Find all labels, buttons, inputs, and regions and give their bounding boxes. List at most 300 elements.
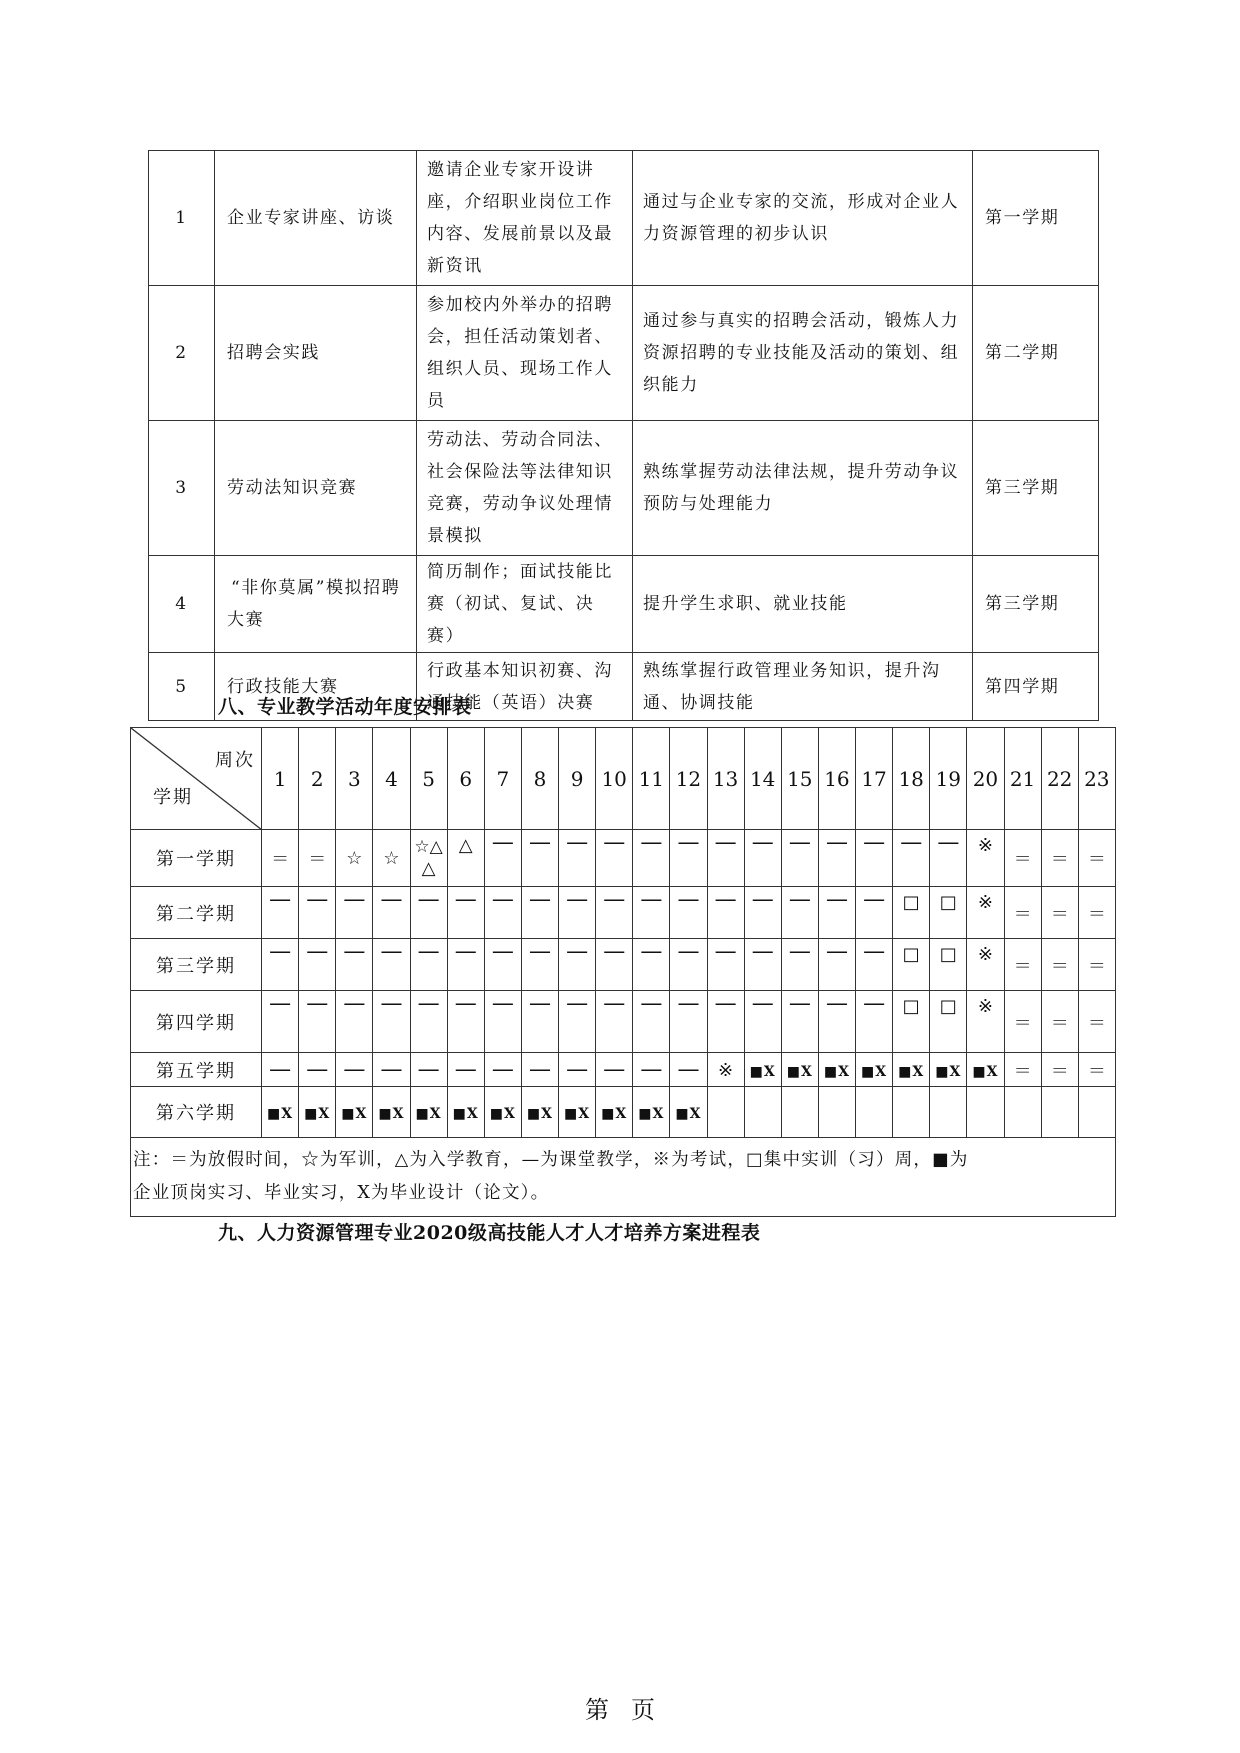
activity-term: 第四学期 [973, 653, 1099, 721]
activity-no: 4 [149, 556, 215, 653]
schedule-mark: — [269, 1056, 292, 1082]
schedule-mark: — [528, 887, 551, 912]
schedule-mark: ＝ [1013, 1060, 1032, 1082]
schedule-mark: ＝ [1013, 903, 1032, 925]
schedule-cell [262, 887, 299, 939]
cell-line: 大赛 [227, 610, 265, 630]
activities-table [148, 150, 1099, 721]
week-number: 18 [893, 728, 930, 830]
schedule-cell [1004, 991, 1041, 1053]
cell-line: 通过参与真实的招聘会活动，锻炼人力 [643, 311, 960, 331]
cell-line: 通、协调技能 [643, 692, 755, 713]
schedule-mark: ＝ [1050, 1060, 1069, 1082]
schedule-cell [596, 830, 633, 887]
schedule-mark: — [380, 1056, 403, 1082]
cell-line: 通过与企业专家的交流，形成对企业人 [643, 192, 960, 212]
schedule-mark: ■X [861, 1063, 888, 1080]
schedule-cell [1041, 887, 1078, 939]
schedule-cell [336, 939, 373, 991]
cell-line: 新资讯 [427, 256, 483, 276]
schedule-cell [596, 991, 633, 1053]
schedule-cell [670, 939, 707, 991]
schedule-cell [707, 1053, 744, 1087]
schedule-mark: — [306, 887, 329, 912]
schedule-cell [484, 939, 521, 991]
schedule-cell [1004, 939, 1041, 991]
schedule-cell [373, 1053, 410, 1087]
schedule-mark: ＝ [1050, 955, 1069, 977]
cell-line: 会，担任活动策划者、 [427, 327, 613, 347]
cell-line: 参加校内外举办的招聘 [427, 295, 613, 315]
cell-line: 提升学生求职、就业技能 [643, 594, 848, 614]
schedule-mark: — [640, 1056, 663, 1082]
schedule-cell [559, 1087, 596, 1138]
schedule-cell [1078, 1053, 1115, 1087]
schedule-cell [447, 1087, 484, 1138]
week-number: 8 [521, 728, 558, 830]
schedule-cell [521, 1087, 558, 1138]
cell-line: 竞赛，劳动争议处理情 [427, 494, 613, 514]
schedule-mark: — [417, 991, 440, 1016]
schedule-cell [1041, 939, 1078, 991]
schedule-cell [781, 939, 818, 991]
schedule-cell [559, 830, 596, 887]
week-number: 13 [707, 728, 744, 830]
week-number: 15 [781, 728, 818, 830]
schedule-cell [521, 830, 558, 887]
schedule-cell [447, 1053, 484, 1087]
schedule-cell [893, 939, 930, 991]
activity-no: 5 [149, 653, 215, 721]
schedule-mark: — [714, 830, 737, 855]
week-number: 21 [1004, 728, 1041, 830]
schedule-mark: □ [902, 944, 920, 965]
schedule-mark: ＝ [1050, 1012, 1069, 1034]
schedule-mark: ＝ [1013, 1012, 1032, 1034]
schedule-cell [633, 939, 670, 991]
term-label: 第五学期 [131, 1053, 262, 1087]
schedule-cell [967, 1053, 1004, 1087]
schedule-mark: ■X [415, 1106, 442, 1122]
cell-line: 织能力 [643, 375, 699, 395]
week-number: 6 [447, 728, 484, 830]
week-number: 5 [410, 728, 447, 830]
schedule-cell [930, 991, 967, 1053]
schedule-cell [521, 991, 558, 1053]
schedule-header-row [131, 728, 1116, 830]
schedule-mark: ■X [452, 1106, 479, 1122]
schedule-cell [559, 939, 596, 991]
schedule-cell [930, 939, 967, 991]
schedule-cell [336, 991, 373, 1053]
schedule-cell [1078, 991, 1115, 1053]
schedule-mark: — [417, 1056, 440, 1082]
schedule-cell [633, 887, 670, 939]
schedule-mark: — [640, 830, 663, 855]
term-label: 第二学期 [131, 887, 262, 939]
schedule-mark: ＝ [1013, 849, 1032, 870]
schedule-cell [410, 939, 447, 991]
schedule-cell [670, 887, 707, 939]
schedule-cell [484, 830, 521, 887]
schedule-cell [818, 887, 855, 939]
activity-name: 行政技能大赛 [215, 653, 417, 721]
schedule-mark: — [454, 991, 477, 1016]
schedule-mark: — [269, 939, 292, 964]
schedule-cell [559, 1053, 596, 1087]
schedule-cell [707, 887, 744, 939]
schedule-mark: — [825, 991, 848, 1016]
schedule-mark: — [566, 991, 589, 1016]
schedule-cell [447, 939, 484, 991]
week-number: 23 [1078, 728, 1115, 830]
schedule-cell [744, 830, 781, 887]
schedule-cell [967, 991, 1004, 1053]
activity-row [149, 151, 1099, 286]
schedule-mark: ■X [972, 1063, 999, 1080]
schedule-cell [410, 991, 447, 1053]
term-row [131, 991, 1116, 1053]
schedule-cell [893, 887, 930, 939]
schedule-mark: — [900, 830, 923, 855]
schedule-cell [336, 1053, 373, 1087]
schedule-cell [781, 830, 818, 887]
note-line: 注：＝为放假时间，☆为军训，△为入学教育，—为课堂教学，※为考试，□集中实训（习）周，■为 [133, 1150, 969, 1170]
schedule-mark: — [454, 939, 477, 964]
week-number: 9 [559, 728, 596, 830]
schedule-mark: — [491, 991, 514, 1016]
schedule-mark: ＝ [1050, 903, 1069, 925]
week-number: 11 [633, 728, 670, 830]
schedule-mark: — [640, 939, 663, 964]
schedule-mark: — [714, 939, 737, 964]
schedule-cell [930, 830, 967, 887]
schedule-mark: ※ [977, 944, 993, 965]
schedule-mark: — [825, 887, 848, 912]
schedule-cell [893, 991, 930, 1053]
note-row [131, 1138, 1116, 1217]
schedule-mark: — [343, 939, 366, 964]
schedule-mark: — [603, 1056, 626, 1082]
schedule-cell [373, 887, 410, 939]
schedule-cell [670, 1053, 707, 1087]
term-label: 第四学期 [131, 991, 262, 1053]
activity-content [417, 421, 633, 556]
schedule-mark: ■X [823, 1063, 850, 1080]
schedule-cell [484, 887, 521, 939]
schedule-mark: — [566, 887, 589, 912]
note-line: 企业顶岗实习、毕业实习，X为毕业设计（论文）。 [133, 1183, 550, 1203]
schedule-cell [781, 1087, 818, 1138]
schedule-mark: ■X [935, 1063, 962, 1080]
cell-line: 熟练掌握行政管理业务知识，提升沟 [643, 660, 941, 681]
schedule-mark: ■X [601, 1106, 628, 1122]
schedule-cell [373, 1087, 410, 1138]
schedule-cell [484, 991, 521, 1053]
schedule-mark: — [566, 830, 589, 855]
schedule-cell [893, 830, 930, 887]
schedule-cell [856, 991, 893, 1053]
schedule-cell [299, 887, 336, 939]
cell-line: 赛（初试、复试、决赛） [427, 594, 595, 646]
schedule-cell [299, 830, 336, 887]
week-number: 1 [262, 728, 299, 830]
schedule-mark: ＝ [308, 849, 327, 870]
schedule-cell [744, 991, 781, 1053]
activity-goal [633, 653, 973, 721]
schedule-mark: ■X [749, 1063, 776, 1080]
schedule-mark: ※ [718, 1059, 734, 1081]
schedule-mark: — [528, 830, 551, 855]
week-number: 17 [856, 728, 893, 830]
schedule-mark: — [343, 991, 366, 1016]
cell-line: “非你莫属”模拟招聘 [231, 578, 401, 598]
schedule-mark: — [751, 991, 774, 1016]
schedule-mark: ☆ [383, 848, 400, 869]
page-footer: 第页 [585, 1696, 677, 1724]
schedule-cell [818, 1053, 855, 1087]
schedule-mark: — [491, 887, 514, 912]
schedule-cell [707, 1087, 744, 1138]
schedule-cell [1041, 991, 1078, 1053]
cell-line: 邀请企业专家开设讲 [427, 160, 595, 180]
week-number: 19 [930, 728, 967, 830]
week-number: 12 [670, 728, 707, 830]
schedule-mark: ＝ [1087, 955, 1106, 977]
schedule-cell [744, 1053, 781, 1087]
schedule-cell [299, 1087, 336, 1138]
schedule-cell [1078, 939, 1115, 991]
schedule-mark: — [640, 887, 663, 912]
header-term-label: 学期 [153, 787, 193, 808]
cell-line: 社会保险法等法律知识 [427, 462, 613, 482]
activity-no: 2 [149, 286, 215, 421]
schedule-cell [856, 939, 893, 991]
schedule-cell [818, 991, 855, 1053]
schedule-cell [596, 1053, 633, 1087]
activity-row [149, 286, 1099, 421]
schedule-cell [521, 939, 558, 991]
schedule-mark: — [343, 1056, 366, 1082]
week-number: 10 [596, 728, 633, 830]
schedule-cell [1004, 830, 1041, 887]
schedule-mark: ＝ [1087, 903, 1106, 925]
schedule-mark: ■X [378, 1106, 405, 1122]
cell-line: 员 [427, 391, 446, 411]
schedule-cell [299, 991, 336, 1053]
cell-line: 通技能（英语）决赛 [427, 692, 595, 713]
schedule-cell [1041, 1053, 1078, 1087]
schedule-mark: — [269, 887, 292, 912]
schedule-cell [559, 887, 596, 939]
schedule-mark: — [751, 887, 774, 912]
schedule-mark: — [603, 939, 626, 964]
schedule-cell [670, 991, 707, 1053]
schedule-cell [1004, 1087, 1041, 1138]
week-number: 3 [336, 728, 373, 830]
schedule-mark: — [417, 939, 440, 964]
schedule-cell [336, 887, 373, 939]
schedule-cell [373, 939, 410, 991]
schedule-table [130, 727, 1116, 1217]
activity-name: 劳动法知识竞赛 [215, 421, 417, 556]
schedule-cell [410, 1053, 447, 1087]
schedule-cell [262, 830, 299, 887]
schedule-cell [1004, 1053, 1041, 1087]
schedule-mark: — [454, 1056, 477, 1082]
activity-goal [633, 556, 973, 653]
schedule-cell [781, 991, 818, 1053]
schedule-cell [596, 1087, 633, 1138]
schedule-cell [521, 1053, 558, 1087]
schedule-mark: ■X [304, 1106, 331, 1122]
section-8-title: 八、专业教学活动年度安排表 [218, 696, 472, 718]
schedule-mark: — [603, 887, 626, 912]
cell-line: 座，介绍职业岗位工作 [427, 192, 613, 212]
activity-term: 第二学期 [973, 286, 1099, 421]
schedule-mark: ※ [977, 835, 993, 856]
schedule-mark: — [343, 887, 366, 912]
legend-note [131, 1138, 1116, 1217]
schedule-cell [410, 830, 447, 887]
activity-term: 第三学期 [973, 556, 1099, 653]
schedule-cell [373, 830, 410, 887]
schedule-cell [1078, 887, 1115, 939]
schedule-mark: □ [939, 944, 957, 965]
schedule-cell [1004, 887, 1041, 939]
week-number: 2 [299, 728, 336, 830]
activity-goal [633, 286, 973, 421]
activity-row [149, 421, 1099, 556]
schedule-cell [707, 991, 744, 1053]
schedule-mark: ※ [977, 892, 993, 913]
schedule-mark: — [566, 1056, 589, 1082]
schedule-cell [596, 939, 633, 991]
schedule-mark: — [528, 939, 551, 964]
schedule-mark: — [603, 830, 626, 855]
schedule-mark: — [788, 939, 811, 964]
schedule-mark: — [751, 939, 774, 964]
schedule-mark: — [491, 1056, 514, 1082]
schedule-cell [818, 830, 855, 887]
section-9-title: 九、人力资源管理专业2020级高技能人才人才培养方案进程表 [218, 1222, 761, 1244]
schedule-cell [1041, 1087, 1078, 1138]
schedule-mark: — [640, 991, 663, 1016]
schedule-mark: ※ [977, 996, 993, 1017]
schedule-mark: — [528, 991, 551, 1016]
schedule-cell [818, 939, 855, 991]
schedule-mark: — [677, 830, 700, 855]
term-label: 第三学期 [131, 939, 262, 991]
schedule-cell [670, 830, 707, 887]
schedule-mark: ■X [341, 1106, 368, 1122]
activity-name: 企业专家讲座、访谈 [215, 151, 417, 286]
schedule-cell [781, 887, 818, 939]
schedule-mark: □ [902, 892, 920, 913]
schedule-mark: ＝ [1087, 1012, 1106, 1034]
diagonal-header-cell [131, 728, 262, 830]
schedule-mark: — [788, 830, 811, 855]
schedule-mark: ■X [675, 1106, 702, 1122]
term-row [131, 1087, 1116, 1138]
cell-line: 熟练掌握劳动法律法规，提升劳动争议 [643, 462, 960, 482]
schedule-cell [633, 1053, 670, 1087]
cell-line: 组织人员、现场工作人 [427, 359, 613, 379]
schedule-mark: — [788, 887, 811, 912]
schedule-cell [967, 939, 1004, 991]
schedule-cell [299, 1053, 336, 1087]
schedule-mark: ■X [638, 1106, 665, 1122]
schedule-mark: — [677, 1056, 700, 1082]
term-row [131, 1053, 1116, 1087]
schedule-cell [930, 887, 967, 939]
schedule-mark: ■X [489, 1106, 516, 1122]
schedule-mark: □ [902, 996, 920, 1017]
schedule-cell [967, 1087, 1004, 1138]
schedule-mark: — [454, 887, 477, 912]
activity-content [417, 151, 633, 286]
schedule-mark: ＝ [271, 849, 290, 870]
schedule-mark: — [528, 1056, 551, 1082]
cell-line: 力资源管理的初步认识 [643, 224, 829, 244]
week-number: 14 [744, 728, 781, 830]
cell-line: 资源招聘的专业技能及活动的策划、组 [643, 343, 960, 363]
cell-line: 预防与处理能力 [643, 494, 774, 514]
cell-line: 劳动法、劳动合同法、 [427, 430, 613, 450]
schedule-cell [744, 887, 781, 939]
schedule-cell [447, 991, 484, 1053]
schedule-cell [447, 887, 484, 939]
cell-line: 内容、发展前景以及最 [427, 224, 613, 244]
schedule-cell [967, 887, 1004, 939]
schedule-cell [484, 1087, 521, 1138]
schedule-mark: — [788, 991, 811, 1016]
activity-no: 1 [149, 151, 215, 286]
week-number: 7 [484, 728, 521, 830]
schedule-mark: — [863, 939, 886, 964]
schedule-mark: — [937, 830, 960, 855]
schedule-cell [930, 1053, 967, 1087]
schedule-mark: — [380, 939, 403, 964]
schedule-cell [744, 1087, 781, 1138]
schedule-cell [707, 939, 744, 991]
schedule-mark: — [380, 887, 403, 912]
schedule-mark: — [863, 887, 886, 912]
schedule-mark: ＝ [1087, 849, 1106, 870]
header-week-label: 周次 [215, 750, 255, 771]
schedule-mark: ＝ [1013, 955, 1032, 977]
cell-line: 简历制作；面试技能比 [427, 562, 613, 582]
term-label: 第一学期 [131, 830, 262, 887]
activity-term: 第三学期 [973, 421, 1099, 556]
schedule-cell [781, 1053, 818, 1087]
schedule-mark: — [677, 939, 700, 964]
schedule-mark: ■X [267, 1106, 294, 1122]
schedule-cell [447, 830, 484, 887]
activity-no: 3 [149, 421, 215, 556]
schedule-cell [633, 1087, 670, 1138]
schedule-mark: — [566, 939, 589, 964]
schedule-mark: — [677, 887, 700, 912]
schedule-cell [336, 830, 373, 887]
term-row [131, 830, 1116, 887]
schedule-cell [262, 1087, 299, 1138]
term-row [131, 939, 1116, 991]
schedule-cell [596, 887, 633, 939]
schedule-cell [818, 1087, 855, 1138]
schedule-mark: ■X [898, 1063, 925, 1080]
schedule-cell [262, 939, 299, 991]
